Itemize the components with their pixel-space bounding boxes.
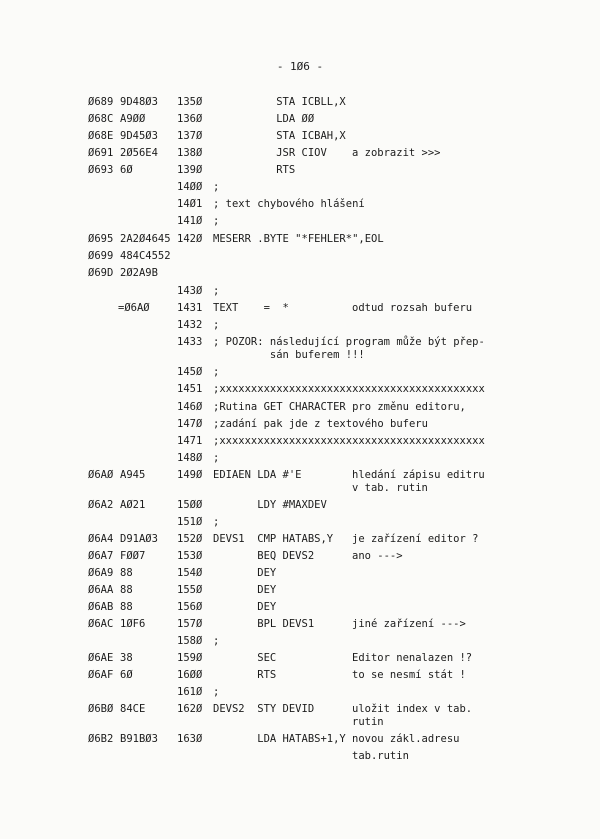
address-field: Ø693 (88, 164, 114, 176)
line-number-field: 1433 (177, 336, 203, 348)
object-code-field: 2A2Ø4645 (120, 233, 171, 245)
address-field: Ø6AF (88, 669, 114, 681)
object-code-field: B91BØ3 (120, 733, 158, 745)
line-number-field: 135Ø (177, 96, 203, 108)
address-field: Ø6A4 (88, 533, 114, 545)
source-field: STA ICBAH,X (213, 130, 346, 142)
source-field: BEQ DEVS2 (213, 550, 315, 562)
source-field: LDY #MAXDEV (213, 499, 327, 511)
object-code-field: AØ21 (120, 499, 146, 511)
object-code-field: 38 (120, 652, 133, 664)
comment-field: a zobrazit >>> (352, 147, 441, 159)
source-field: DEY (213, 584, 277, 596)
line-number-field: 14Ø1 (177, 198, 203, 210)
object-code-field: FØØ7 (120, 550, 146, 562)
source-field: ; (213, 366, 220, 378)
object-code-field: A9ØØ (120, 113, 146, 125)
address-field: Ø69D (88, 267, 114, 279)
line-number-field: 156Ø (177, 601, 203, 613)
comment-field: tab.rutin (352, 750, 409, 762)
line-number-field: 146Ø (177, 401, 203, 413)
line-number-field: 143Ø (177, 285, 203, 297)
source-field: ;xxxxxxxxxxxxxxxxxxxxxxxxxxxxxxxxxxxxxxxxxx (213, 435, 485, 447)
line-number-field: 1471 (177, 435, 203, 447)
address-field: Ø699 (88, 250, 114, 262)
address-field: Ø6B2 (88, 733, 114, 745)
source-field: DEY (213, 567, 277, 579)
comment-field: je zařízení editor ? (352, 533, 479, 545)
object-code-field: 6Ø (120, 164, 133, 176)
address-field: Ø6AC (88, 618, 114, 630)
line-number-field: 145Ø (177, 366, 203, 378)
source-field: STA ICBLL,X (213, 96, 346, 108)
comment-field: odtud rozsah buferu (352, 302, 473, 314)
comment-field: to se nesmí stát ! (352, 669, 466, 681)
source-field: ; (213, 452, 220, 464)
line-number-field: 149Ø (177, 469, 203, 481)
line-number-field: 159Ø (177, 652, 203, 664)
line-number-field: 151Ø (177, 516, 203, 528)
source-field: ; (213, 285, 220, 297)
comment-field: ano ---> (352, 550, 403, 562)
line-number-field: 138Ø (177, 147, 203, 159)
source-field: ;zadání pak jde z textového buferu (213, 418, 428, 430)
object-code-field: 6Ø (120, 669, 133, 681)
address-field: Ø6AE (88, 652, 114, 664)
line-number-field: 142Ø (177, 233, 203, 245)
address-field: Ø6AØ (88, 469, 114, 481)
source-field: JSR CIOV (213, 147, 327, 159)
line-number-field: 137Ø (177, 130, 203, 142)
object-code-field: 88 (120, 601, 133, 613)
object-code-field: 84CE (120, 703, 146, 715)
line-number-field: 162Ø (177, 703, 203, 715)
object-code-field: 1ØF6 (120, 618, 146, 630)
source-field: LDA ØØ (213, 113, 315, 125)
comment-field: jiné zařízení ---> (352, 618, 466, 630)
object-code-field: 2Ø2A9B (120, 267, 158, 279)
source-field: DEVS1 CMP HATABS,Y (213, 533, 334, 545)
source-field: MESERR .BYTE "*FEHLER*",EOL (213, 233, 384, 245)
source-field: RTS (213, 164, 296, 176)
source-field: RTS (213, 669, 277, 681)
line-number-field: 147Ø (177, 418, 203, 430)
address-field: Ø6A7 (88, 550, 114, 562)
source-field: EDIAEN LDA #'E (213, 469, 302, 481)
address-field: Ø6AB (88, 601, 114, 613)
source-field: LDA HATABS+1,Y (213, 733, 346, 745)
address-field: Ø695 (88, 233, 114, 245)
object-code-field: =Ø6AØ (118, 302, 150, 314)
object-code-field: D91AØ3 (120, 533, 158, 545)
line-number-field: 158Ø (177, 635, 203, 647)
comment-field: hledání zápisu editru (352, 469, 485, 481)
source-field: DEY (213, 601, 277, 613)
line-number-field: 163Ø (177, 733, 203, 745)
comment-field: v tab. rutin (352, 482, 428, 494)
line-number-field: 1451 (177, 383, 203, 395)
line-number-field: 1432 (177, 319, 203, 331)
source-field: ; (213, 516, 220, 528)
line-number-field: 14ØØ (177, 181, 203, 193)
source-field: sán buferem !!! (213, 349, 365, 361)
comment-field: uložit index v tab. (352, 703, 473, 715)
line-number-field: 155Ø (177, 584, 203, 596)
object-code-field: A945 (120, 469, 146, 481)
line-number-field: 15ØØ (177, 499, 203, 511)
line-number-field: 136Ø (177, 113, 203, 125)
source-field: BPL DEVS1 (213, 618, 315, 630)
comment-field: Editor nenalazen !? (352, 652, 473, 664)
line-number-field: 161Ø (177, 686, 203, 698)
source-field: ;xxxxxxxxxxxxxxxxxxxxxxxxxxxxxxxxxxxxxxxxxx (213, 383, 485, 395)
address-field: Ø6BØ (88, 703, 114, 715)
address-field: Ø6A9 (88, 567, 114, 579)
source-field: ; (213, 635, 220, 647)
address-field: Ø689 (88, 96, 114, 108)
comment-field: novou zákl.adresu (352, 733, 460, 745)
address-field: Ø691 (88, 147, 114, 159)
line-number-field: 154Ø (177, 567, 203, 579)
object-code-field: 2Ø56E4 (120, 147, 158, 159)
source-field: ; (213, 181, 220, 193)
source-field: ; (213, 215, 220, 227)
line-number-field: 141Ø (177, 215, 203, 227)
source-field: ; POZOR: následující program může být přep- (213, 336, 485, 348)
object-code-field: 9D48Ø3 (120, 96, 158, 108)
page-number: - 1Ø6 - (276, 60, 324, 73)
source-field: SEC (213, 652, 277, 664)
line-number-field: 139Ø (177, 164, 203, 176)
source-field: ; text chybového hlášení (213, 198, 365, 210)
line-number-field: 157Ø (177, 618, 203, 630)
object-code-field: 88 (120, 584, 133, 596)
object-code-field: 9D45Ø3 (120, 130, 158, 142)
address-field: Ø6AA (88, 584, 114, 596)
source-field: ; (213, 319, 220, 331)
comment-field: rutin (352, 716, 384, 728)
line-number-field: 148Ø (177, 452, 203, 464)
address-field: Ø6A2 (88, 499, 114, 511)
line-number-field: 16ØØ (177, 669, 203, 681)
source-field: ;Rutina GET CHARACTER pro změnu editoru, (213, 401, 466, 413)
address-field: Ø68C (88, 113, 114, 125)
line-number-field: 153Ø (177, 550, 203, 562)
address-field: Ø68E (88, 130, 114, 142)
source-field: ; (213, 686, 220, 698)
source-field: DEVS2 STY DEVID (213, 703, 315, 715)
line-number-field: 1431 (177, 302, 203, 314)
line-number-field: 152Ø (177, 533, 203, 545)
object-code-field: 88 (120, 567, 133, 579)
source-field: TEXT = * (213, 302, 289, 314)
object-code-field: 484C4552 (120, 250, 171, 262)
